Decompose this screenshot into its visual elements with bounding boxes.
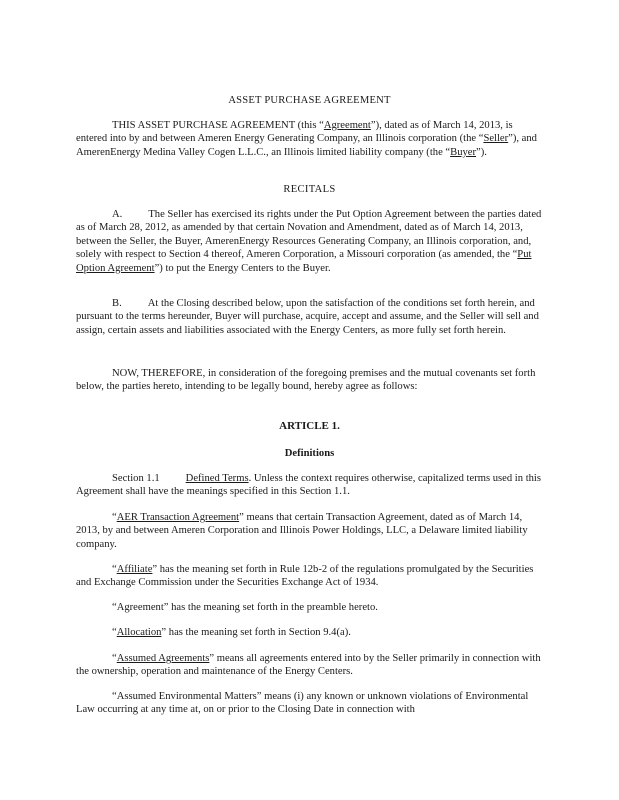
definition-text: ” means (i) any known or unknown violations of Environmental Law occurring at any time at, on or prior to the Closing Date in connection with <box>76 691 529 716</box>
quote-open: “ <box>112 564 117 575</box>
definition-item <box>76 511 542 551</box>
definition-term: AER Transaction Agreement <box>116 512 240 523</box>
definition-text: ” means that certain Transaction Agreement, dated as of March 14, 2013, by and between Ameren Corporation and Illinois Power Holdings, LLC, a Delaware limited liability company. <box>76 512 528 550</box>
recital-b-label: B. <box>112 298 122 309</box>
quote-open: “ <box>112 653 117 664</box>
article-heading: ARTICLE 1. <box>279 420 340 432</box>
section-term: Defined Terms <box>185 473 249 484</box>
section-label: Section 1.1 <box>112 473 160 484</box>
definition-term: Assumed Agreements <box>116 653 210 664</box>
term-put-option-agreement: Put Option Agreement <box>76 249 532 274</box>
recital-a-pre: The Seller has exercised its rights under the Put Option Agreement between the parties dated as of March 28, 2012, as amended by that certain Novation and Amendment, dated as of March 14, 2013, between the Seller, the Buyer, AmerenEnergy Resources Generating Company, an Illinois corporation, and, solely with respect to Section 4 thereof, Ameren Corporation, a Missouri corporation (as amended, the “ <box>76 209 542 261</box>
quote-open: “ <box>112 512 117 523</box>
term-seller: Seller <box>483 133 509 145</box>
definition-text: ” has the meaning set forth in the preamble hereto. <box>163 602 378 613</box>
definition-text: ” has the meaning set forth in Section 9.4(a). <box>161 627 351 638</box>
definition-item <box>76 563 542 590</box>
quote-open: “ <box>112 627 117 638</box>
intro-mid2: ”), and AmerenEnergy Medina Valley Cogen L.L.C., an Illinois limited liability company (the “ <box>76 133 537 158</box>
definition-text: ” has the meaning set forth in Rule 12b-2 of the regulations promulgated by the Securities and Exchange Commission under the Securities Exchange Act of 1934. <box>76 564 534 589</box>
recital-a-post: ”) to put the Energy Centers to the Buyer. <box>154 262 331 274</box>
section-1-1 <box>76 472 542 499</box>
definition-item <box>76 601 542 614</box>
recitals-heading: RECITALS <box>283 184 336 195</box>
recital-b-text: At the Closing described below, upon the satisfaction of the conditions set forth herein, and pursuant to the terms hereunder, Buyer will purchase, acquire, accept and assume, and the Seller will sell and assign, certain assets and liabilities associated with the Energy Centers, as more fully set forth herein. <box>76 298 539 336</box>
intro-pre: THIS ASSET PURCHASE AGREEMENT (this “ <box>112 120 324 131</box>
intro-mid1: ”), dated as of March 14, 2013, is entered into by and between Ameren Energy Generating Company, an Illinois corporation (the “ <box>76 120 513 145</box>
intro-post: ”). <box>476 146 487 158</box>
quote-open: “ <box>112 691 117 702</box>
document-title: ASSET PURCHASE AGREEMENT <box>228 95 391 106</box>
definition-item <box>76 626 542 639</box>
recital-b <box>76 297 542 337</box>
quote-open: “ <box>112 602 117 613</box>
recital-a-label: A. <box>112 209 123 220</box>
article-subheading: Definitions <box>284 448 335 459</box>
section-text: . Unless the context requires otherwise, capitalized terms used in this Agreement shall have the meanings specified in this Section 1.1. <box>76 473 542 498</box>
term-buyer: Buyer <box>450 146 477 158</box>
now-therefore-text: NOW, THEREFORE, in consideration of the foregoing premises and the mutual covenants set forth below, the parties hereto, intending to be legally bound, hereby agree as follows: <box>76 368 536 393</box>
now-therefore-paragraph <box>76 367 542 394</box>
intro-paragraph <box>76 119 542 159</box>
definition-text: ” means all agreements entered into by the Seller primarily in connection with the ownership, operation and maintenance of the Energy Centers. <box>76 653 541 678</box>
definition-item <box>76 652 542 679</box>
recital-a <box>76 208 542 275</box>
definition-term: Allocation <box>116 627 162 638</box>
definition-term: Affiliate <box>116 564 153 575</box>
term-agreement: Agreement <box>323 120 371 131</box>
definition-term: Agreement <box>116 602 164 613</box>
definition-term: Assumed Environmental Matters <box>116 691 257 702</box>
definition-item <box>76 690 542 717</box>
